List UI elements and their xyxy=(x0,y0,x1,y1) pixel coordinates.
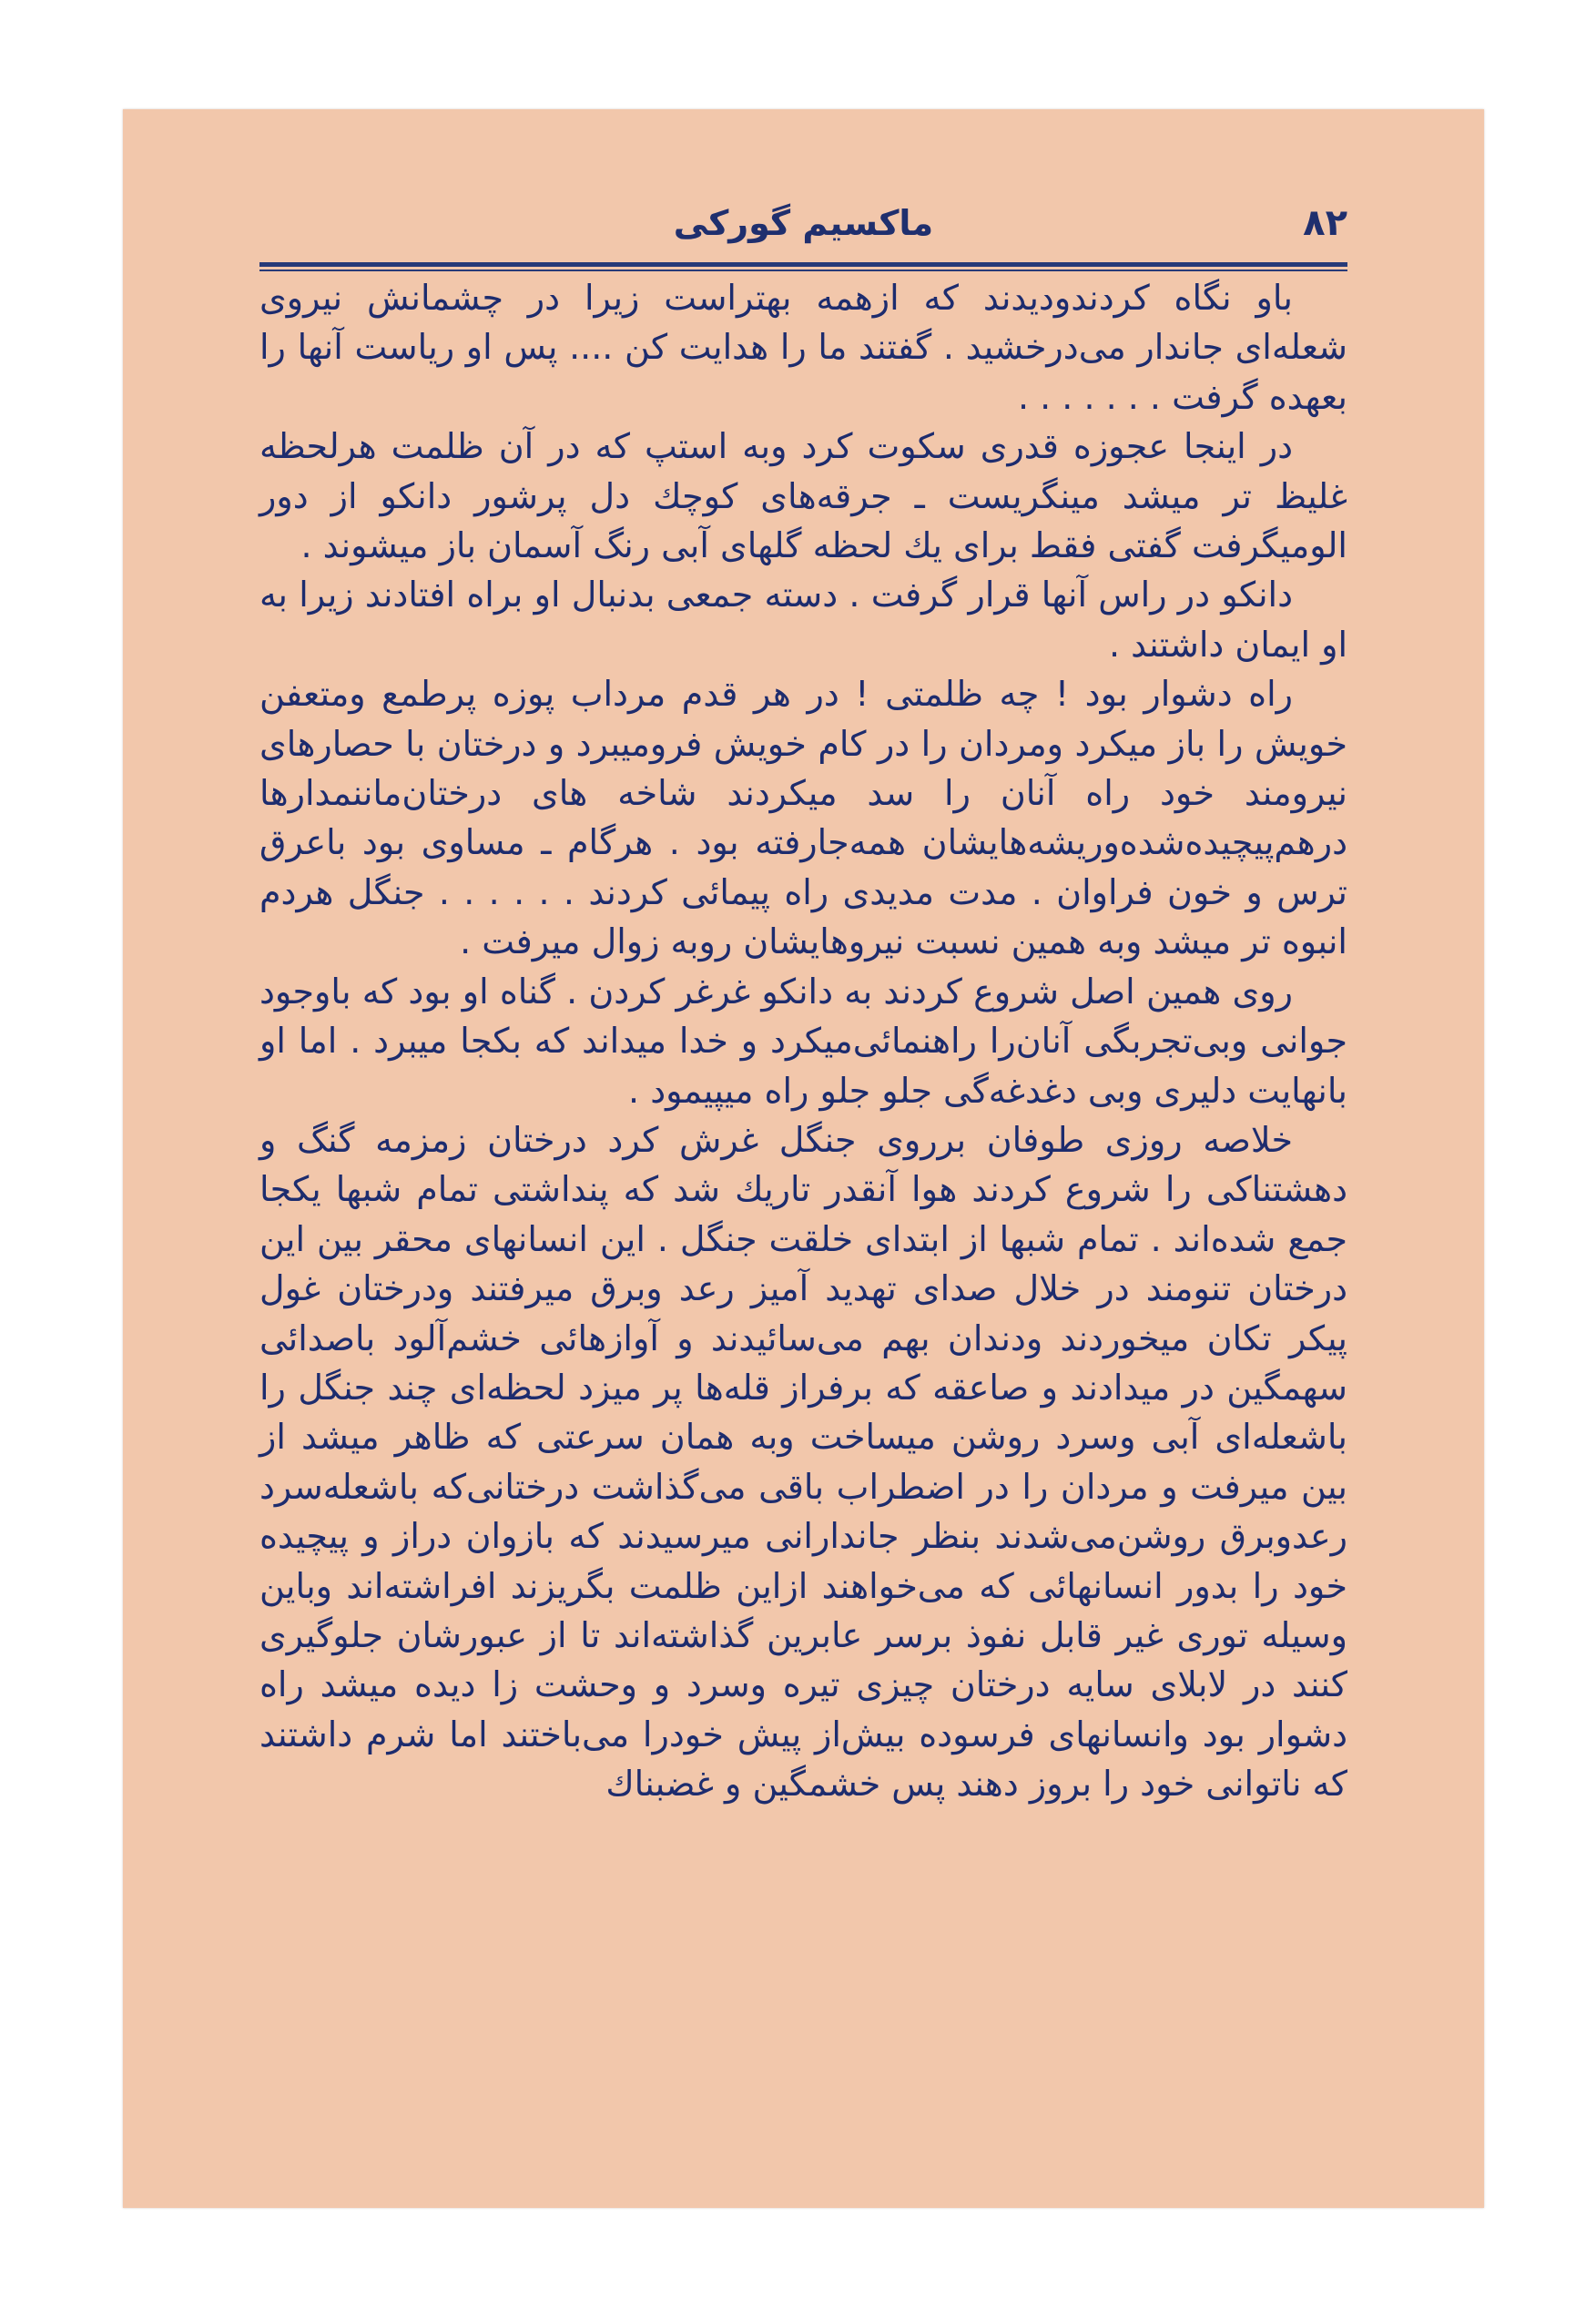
paragraph: خلاصه روزی طوفان برروی جنگل غرش کرد درختان زمزمه گنگ و دهشتناکی را شروع کردند هوا آنقدر تاریك شد که پنداشتی تمام شبها یکجا جمع شده‌اند . تمام شبها از ابتدای خلقت جنگل . این انسانهای محقر بین این درختان تنومند در خلال صدای تهدید آمیز رعد وبرق میرفتند ودرختان غول پیکر تکان میخوردند ودندان بهم می‌سائیدند و آوازهائی خشم‌آلود باصدائی سهمگین در میدادند و صاعقه که برفراز قله‌ها پر میزد لحظه‌ای چند جنگل را باشعله‌ای آبی وسرد روشن میساخت وبه همان سرعتی که ظاهر میشد از بین میرفت و مردان را در اضطراب باقی می‌گذاشت درختانی‌که باشعله‌سرد رعدوبرق روشن‌می‌شدند بنظر جاندارانی میرسیدند که بازوان دراز و پیچیده خود را بدور انسانهائی که می‌خواهند ازاین ظلمت بگریزند افراشته‌اند وباین وسیله توری غیر قابل نفوذ برسر عابرین گذاشته‌اند تا از عبورشان جلوگیری کنند در لابلای سایه درختان چیزی تیره وسرد و وحشت زا دیده میشد راه دشوار بود وانسانهای فرسوده بیش‌از پیش خودرا می‌باختند اما شرم داشتند که ناتوانی خود را بروز دهند پس خشمگین و غضبناك xyxy=(259,1119,1347,1805)
running-title: ماکسیم گورکی xyxy=(673,203,934,243)
paragraph: باو نگاه کردندودیدند که ازهمه بهتراست زیرا در چشمانش نیروی شعله‌ای جاندار می‌درخشید . گفتند ما را هدایت کن .... پس او ریاست آنها را بعهده گرفت . . . . . . . xyxy=(259,278,1347,417)
header-rule-thin xyxy=(259,270,1347,271)
paragraph: راه دشوار بود ! چه ظلمتی ! در هر قدم مرداب پوزه پرطمع ومتعفن خویش را باز میکرد ومردان را در کام خویش فرومیبرد و درختان با حصارهای نیرومند خود راه آنان را سد میکردند شاخه های درختان‌ماننمدارها درهم‌پیچیده‌شده‌وریشه‌هایشان همه‌جارفته بود . هرگام ـ مساوی بود باعرق ترس و خون فراوان . مدت مدیدی راه پیمائی کردند . . . . . . جنگل هردم انبوه تر میشد وبه همین نسبت نیروهایشان روبه زوال میرفت . xyxy=(259,674,1347,962)
book-page xyxy=(123,109,1484,2208)
header-rule-thick xyxy=(259,262,1347,267)
paragraph: دانکو در راس آنها قرار گرفت . دسته جمعی بدنبال او براه افتادند زیرا به او ایمان داشتند . xyxy=(259,575,1347,665)
paragraph: در اینجا عجوزه قدری سکوت کرد وبه استپ که در آن ظلمت هرلحظه غلیظ تر میشد مینگریست ـ جرقه‌های کوچك دل پرشور دانکو از دور الومیگرفت گفتی فقط برای یك لحظه گلهای آبی رنگ آسمان باز میشوند . xyxy=(259,426,1347,566)
page-number: ۸۲ xyxy=(1303,202,1347,244)
page-header xyxy=(259,191,1347,255)
paragraph: روی همین اصل شروع کردند به دانکو غرغر کردن . گناه او بود که باوجود جوانی وبی‌تجربگی آنان‌را راهنمائی‌میکرد و خدا میداند که بکجا میبرد . اما او بانهایت دلیری وبی دغدغه‌گی جلو جلو راه میپیمود . xyxy=(259,971,1347,1111)
header-rule xyxy=(259,262,1347,273)
body-text xyxy=(259,273,1347,1809)
